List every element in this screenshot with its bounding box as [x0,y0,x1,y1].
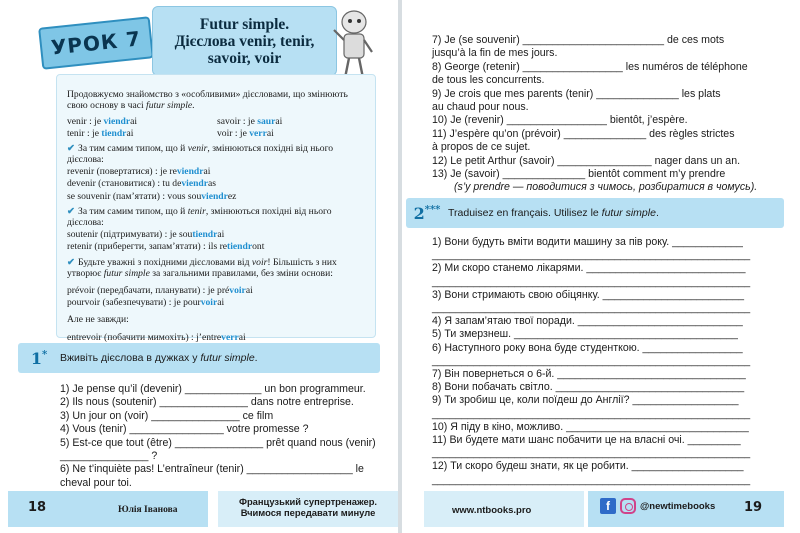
derived-line: retenir (приберегти, запам’ятати) : ils retiendront [67,241,265,253]
exercise-2-items [432,236,792,487]
robot-mascot-icon [332,8,378,82]
intro-text: Продовжуємо знайомство з «особливими» дієсловами, що змінюють свою основу в часі futur simple. [67,89,348,112]
exercise-note: (s’y prendre — поводитися з чимось, розбиратися в чомусь). [454,181,758,194]
answer-line: ______________________________________________________ [432,354,751,367]
exercise-item: 6) Наступного року вона буде студенткою. _________________ [432,341,743,354]
exercise-item: 3) Вони стримають свою обіцянку. ________________________ [432,288,745,301]
social-links [600,498,715,514]
page-number-right: 19 [744,500,763,515]
answer-line: ______________________________________________________ [432,407,751,420]
title-line-3: savoir, voir [207,49,282,67]
conj-venir: venir : je viendrai [67,116,138,128]
exercise-1-items [60,383,390,490]
right-page [402,0,800,533]
exercise-item: 9) Je crois que mes parents (tenir) ______________ les plats [432,87,721,100]
derived-line: devenir (становитися) : tu deviendras [67,178,217,190]
but-never-label: Але не завжди: [67,314,129,326]
exercise-item: 8) George (retenir) _________________ les numéros de téléphone [432,60,748,73]
exercise-2-header [406,198,784,228]
exercise-item: 4) Я запам’ятаю твої поради. ____________________________ [432,315,743,328]
check-icon: ✔ [67,142,76,154]
answer-line: ______________________________________________________ [432,249,751,262]
left-page [0,0,398,533]
conj-tenir: tenir : je tiendrai [67,127,134,139]
exercise-item: 1) Вони будуть вміти водити машину за пів року. ____________ [432,236,743,248]
exercise-item: 7) Він повернеться о 6-й. ________________________________ [432,368,746,381]
derived-line: prévoir (передбачати, планувати) : je prévoirai [67,285,253,297]
author-name: Юлія Іванова [118,505,178,515]
exercise-item: 3) Un jour on (voir) _______________ ce film [60,409,274,422]
exercise-1-continued [432,34,792,195]
publisher-site-link[interactable]: www.ntbooks.pro [452,505,532,516]
conjugation-grid [67,116,365,138]
exercise-item: 8) Вони побачать світло. ________________________________ [432,381,745,394]
exercise-item: 6) Ne t’inquiète pas! L’entraîneur (tenir) __________________ le [60,463,364,476]
exercise-item: cheval pour toi. [60,476,132,489]
derived-line: entrevoir (побачити мимохіть) : j’entreverrai [67,331,246,343]
social-handle[interactable]: @newtimebooks [640,500,716,512]
exercise-item: 4) Vous (tenir) ________________ votre promesse ? [60,423,309,436]
theory-box [56,74,376,343]
answer-line: ______________________________________________________ [432,302,751,315]
exercise-item: 5) Ти змерзнеш. ______________________________________ [432,328,738,341]
exercise-item: 10) Я піду в кіно, можливо. _______________________________ [432,420,749,433]
exercise-item: _______________ ? [60,450,158,463]
exercise-1-number: 1* [30,348,48,368]
facebook-icon[interactable]: f [600,498,616,514]
exercise-item: de tous les concurrents. [432,74,545,87]
conj-voir: voir : je verrai [217,127,274,139]
answer-line: ______________________________________________________ [432,473,751,486]
exercise-item: 7) Je (se souvenir) ________________________ de ces mots [432,34,725,46]
derived-line: revenir (повертатися) : je reviendrai [67,166,211,178]
exercise-1-header [18,343,380,373]
exercise-item: 10) Je (revenir) _________________ bientôt, j’espère. [432,114,688,127]
exercise-item: 2) Ми скоро станемо лікарями. ___________________________ [432,262,746,275]
lesson-badge [38,16,154,69]
exercise-item: 9) Ти зробиш це, коли поїдеш до Англії? __________________ [432,394,739,407]
exercise-item: au chaud pour nous. [432,101,529,114]
exercise-2-instruction: Traduisez en français. Utilisez le futur simple. [448,207,659,219]
rule-tenir: ✔ За тим самим типом, що й tenir, змінюються похідні від нього дієслова: [67,205,332,229]
exercise-item: 2) Ils nous (soutenir) _______________ dans notre entreprise. [60,396,354,409]
exercise-item: 12) Ти скоро будеш знати, як це робити. ___________________ [432,460,744,473]
instagram-icon[interactable] [620,498,636,514]
exercise-item: 1) Je pense qu’il (devenir) _____________ un bon programmeur. [60,383,366,395]
page-number-left: 18 [28,500,47,515]
answer-line: ______________________________________________________ [432,275,751,288]
exercise-item: 12) Le petit Arthur (savoir) ________________ nager dans un an. [432,154,741,167]
derived-line: pourvoir (забезпечувати) : je pourvoirai [67,297,225,309]
rule-voir: ✔ Будьте уважні з похідними дієсловами від voir! Більшість з них утворює futur simple за загальними правилами, без зміни основи: [67,256,337,279]
exercise-item: à propos de ce sujet. [432,141,531,154]
exercise-2-number: 2*** [413,203,441,223]
exercise-item: 11) Ви будете мати шанс побачити це на власні очі. _________ [432,434,741,447]
rule-venir: ✔ За тим самим типом, що й venir, змінюються похідні від нього дієслова: [67,142,334,166]
derived-line: soutenir (підтримувати) : je soutiendrai [67,229,225,241]
exercise-item: 11) J’espère qu’on (prévoir) ______________ des règles strictes [432,127,735,140]
check-icon: ✔ [67,256,76,268]
answer-line: ______________________________________________________ [432,447,751,460]
book-title: Французький супертренажер. Вчимося передавати минуле [238,496,378,518]
lesson-badge-text: УРОК 7 [49,26,143,60]
check-icon: ✔ [67,205,76,217]
exercise-item: 13) Je (savoir) ______________ bientôt comment m’y prendre [432,168,726,181]
title-line-1: Futur simple. [199,15,290,33]
derived-line: se souvenir (пам’ятати) : vous souviendrez [67,190,237,202]
conj-savoir: savoir : je saurai [217,116,283,128]
exercise-item: 5) Est-ce que tout (être) _______________ prêt quand nous (venir) [60,436,376,449]
lesson-title [152,6,337,76]
exercise-1-instruction: Вживіть дієслова в дужках у futur simple. [60,352,258,364]
title-line-2: Дієслова venir, tenir, [174,32,315,50]
exercise-item: jusqu’à la fin de mes jours. [432,47,558,60]
